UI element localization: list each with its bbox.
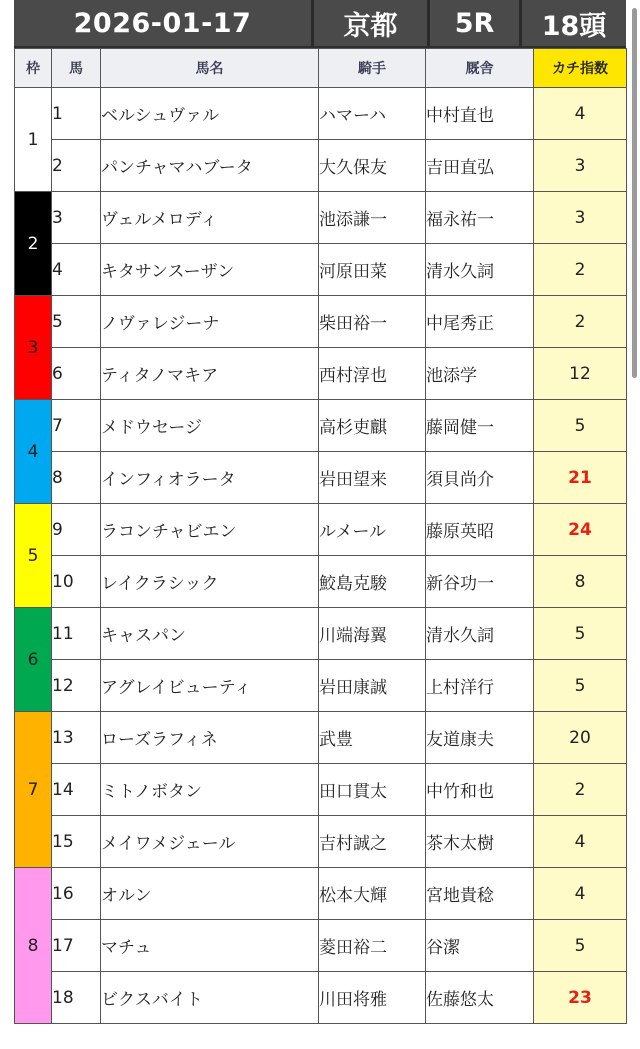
jockey-name: 鮫島克駿	[319, 556, 426, 608]
kachi-index: 20	[534, 712, 627, 764]
table-header-row	[15, 49, 627, 88]
jockey-name: 田口貫太	[319, 764, 426, 816]
horse-number: 5	[52, 296, 101, 348]
jockey-name: 松本大輝	[319, 868, 426, 920]
trainer-name: 福永祐一	[426, 192, 534, 244]
horse-number: 7	[52, 400, 101, 452]
jockey-name: 川田将雅	[319, 972, 426, 1024]
runner-count: 18頭	[519, 0, 626, 46]
jockey-name: 吉村誠之	[319, 816, 426, 868]
table-row[interactable]	[15, 88, 627, 140]
horse-name: パンチャマハブータ	[101, 140, 319, 192]
horse-number: 8	[52, 452, 101, 504]
kachi-index: 2	[534, 296, 627, 348]
horse-number: 4	[52, 244, 101, 296]
trainer-name: 中竹和也	[426, 764, 534, 816]
column-header-waku: 枠	[15, 49, 52, 88]
horse-number: 13	[52, 712, 101, 764]
horse-number: 12	[52, 660, 101, 712]
column-header-kachi: カチ指数	[534, 49, 627, 88]
trainer-name: 友道康夫	[426, 712, 534, 764]
horse-name: オルン	[101, 868, 319, 920]
trainer-name: 宮地貴稔	[426, 868, 534, 920]
scrollbar[interactable]	[632, 8, 637, 378]
horse-number: 10	[52, 556, 101, 608]
horse-number: 16	[52, 868, 101, 920]
jockey-name: 岩田望来	[319, 452, 426, 504]
horse-number: 14	[52, 764, 101, 816]
horse-name: ティタノマキア	[101, 348, 319, 400]
race-date: 2026-01-17	[73, 7, 252, 39]
trainer-name: 清水久詞	[426, 608, 534, 660]
table-row[interactable]	[15, 972, 627, 1024]
horse-number: 15	[52, 816, 101, 868]
kachi-index: 5	[534, 608, 627, 660]
column-header-jockey: 騎手	[319, 49, 426, 88]
jockey-name: ルメール	[319, 504, 426, 556]
table-row[interactable]	[15, 140, 627, 192]
table-row[interactable]	[15, 816, 627, 868]
horse-name: ラコンチャビエン	[101, 504, 319, 556]
horse-number: 17	[52, 920, 101, 972]
jockey-name: 岩田康誠	[319, 660, 426, 712]
horse-name: キャスパン	[101, 608, 319, 660]
kachi-index: 23	[534, 972, 627, 1024]
horse-number: 1	[52, 88, 101, 140]
jockey-name: 西村淳也	[319, 348, 426, 400]
horse-name: インフィオラータ	[101, 452, 319, 504]
horse-number: 6	[52, 348, 101, 400]
trainer-name: 佐藤悠太	[426, 972, 534, 1024]
table-row[interactable]	[15, 712, 627, 764]
trainer-name: 吉田直弘	[426, 140, 534, 192]
race-header	[14, 0, 626, 48]
frame-cell: 2	[15, 192, 52, 296]
trainer-name: 谷潔	[426, 920, 534, 972]
table-row[interactable]	[15, 296, 627, 348]
horse-number: 11	[52, 608, 101, 660]
horse-number: 18	[52, 972, 101, 1024]
frame-cell: 1	[15, 88, 52, 192]
jockey-name: 柴田裕一	[319, 296, 426, 348]
column-header-umaban: 馬	[52, 49, 101, 88]
jockey-name: ハマーハ	[319, 88, 426, 140]
trainer-name: 藤岡健一	[426, 400, 534, 452]
horse-name: ヴェルメロディ	[101, 192, 319, 244]
trainer-name: 藤原英昭	[426, 504, 534, 556]
table-row[interactable]	[15, 452, 627, 504]
horse-name: ローズラフィネ	[101, 712, 319, 764]
jockey-name: 川端海翼	[319, 608, 426, 660]
kachi-index: 5	[534, 400, 627, 452]
horse-name: メイワメジェール	[101, 816, 319, 868]
trainer-name: 中尾秀正	[426, 296, 534, 348]
kachi-index: 24	[534, 504, 627, 556]
trainer-name: 池添学	[426, 348, 534, 400]
kachi-index: 2	[534, 764, 627, 816]
horse-name: ベルシュヴァル	[101, 88, 319, 140]
jockey-name: 河原田菜	[319, 244, 426, 296]
kachi-index: 3	[534, 192, 627, 244]
entries-table	[14, 48, 627, 1024]
horse-name: ビクスバイト	[101, 972, 319, 1024]
trainer-name: 茶木太樹	[426, 816, 534, 868]
trainer-name: 新谷功一	[426, 556, 534, 608]
kachi-index: 4	[534, 816, 627, 868]
jockey-name: 高杉吏麒	[319, 400, 426, 452]
trainer-name: 清水久詞	[426, 244, 534, 296]
table-row[interactable]	[15, 608, 627, 660]
race-number: 5R	[427, 0, 519, 46]
kachi-index: 8	[534, 556, 627, 608]
table-row[interactable]	[15, 348, 627, 400]
kachi-index: 4	[534, 868, 627, 920]
frame-cell: 6	[15, 608, 52, 712]
frame-cell: 7	[15, 712, 52, 868]
kachi-index: 3	[534, 140, 627, 192]
kachi-index: 2	[534, 244, 627, 296]
horse-name: マチュ	[101, 920, 319, 972]
frame-cell: 3	[15, 296, 52, 400]
table-row[interactable]	[15, 192, 627, 244]
frame-cell: 8	[15, 868, 52, 1024]
column-header-name: 馬名	[101, 49, 319, 88]
column-header-trainer: 厩舎	[426, 49, 534, 88]
trainer-name: 上村洋行	[426, 660, 534, 712]
table-row[interactable]	[15, 244, 627, 296]
kachi-index: 5	[534, 920, 627, 972]
table-row[interactable]	[15, 400, 627, 452]
horse-name: メドウセージ	[101, 400, 319, 452]
jockey-name: 池添謙一	[319, 192, 426, 244]
table-row[interactable]	[15, 920, 627, 972]
jockey-name: 武豊	[319, 712, 426, 764]
entries-body	[15, 88, 627, 1024]
table-row[interactable]	[15, 504, 627, 556]
frame-cell: 5	[15, 504, 52, 608]
table-row[interactable]	[15, 764, 627, 816]
jockey-name: 菱田裕二	[319, 920, 426, 972]
table-row[interactable]	[15, 660, 627, 712]
jockey-name: 大久保友	[319, 140, 426, 192]
horse-number: 3	[52, 192, 101, 244]
horse-name: ミトノボタン	[101, 764, 319, 816]
horse-number: 9	[52, 504, 101, 556]
horse-number: 2	[52, 140, 101, 192]
trainer-name: 中村直也	[426, 88, 534, 140]
trainer-name: 須貝尚介	[426, 452, 534, 504]
horse-name: アグレイビューティ	[101, 660, 319, 712]
frame-cell: 4	[15, 400, 52, 504]
kachi-index: 4	[534, 88, 627, 140]
kachi-index: 21	[534, 452, 627, 504]
race-venue: 京都	[311, 0, 427, 46]
horse-name: レイクラシック	[101, 556, 319, 608]
table-row[interactable]	[15, 556, 627, 608]
horse-name: キタサンスーザン	[101, 244, 319, 296]
horse-name: ノヴァレジーナ	[101, 296, 319, 348]
table-row[interactable]	[15, 868, 627, 920]
kachi-index: 5	[534, 660, 627, 712]
kachi-index: 12	[534, 348, 627, 400]
race-card	[14, 0, 626, 1024]
